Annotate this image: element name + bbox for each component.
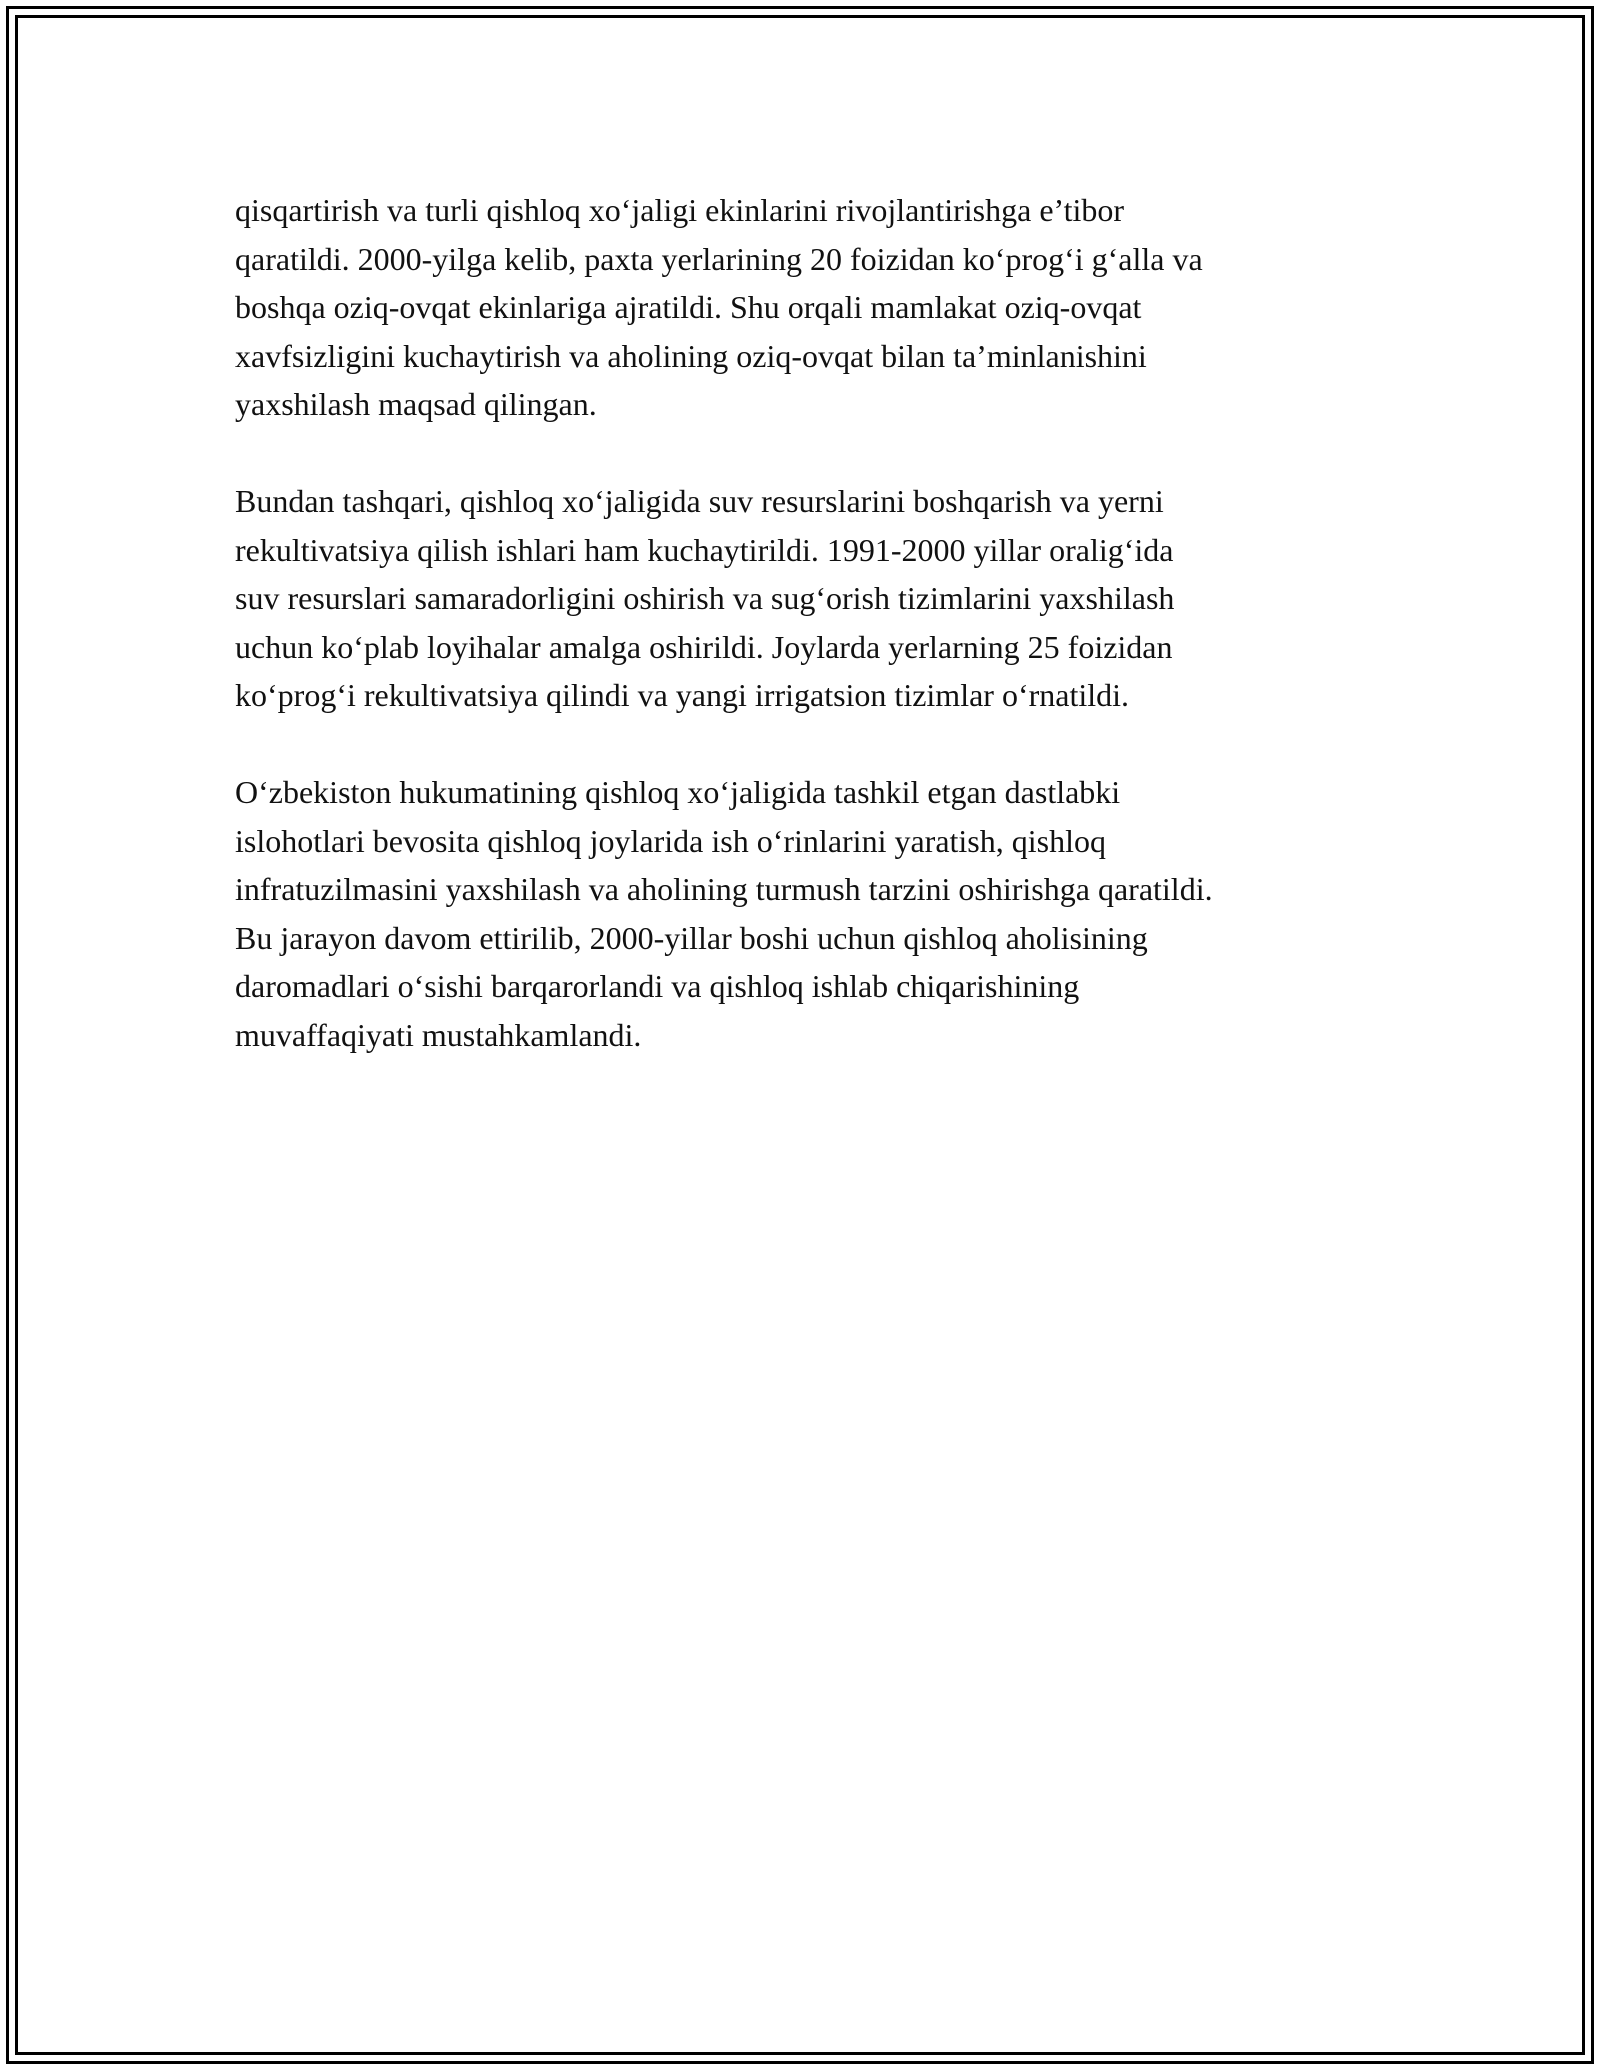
document-body [235,186,1375,1108]
paragraph-2 [235,477,1375,720]
text-line: yaxshilash maqsad qilingan. [235,386,597,422]
text-line: islohotlari bevosita qishloq joylarida ish o‘rinlarini yaratish, qishloq [235,822,1106,859]
text-line: muvaffaqiyati mustahkamlandi. [235,1016,642,1053]
text-line: rekultivatsiya qilish ishlari ham kuchaytirildi. 1991-2000 yillar oralig‘ida [235,531,1174,568]
text-line: qaratildi. 2000-yilga kelib, paxta yerlarining 20 foizidan ko‘prog‘i g‘alla va [235,240,1203,277]
paragraph-1 [235,186,1375,429]
text-line: O‘zbekiston hukumatining qishloq xo‘jaligida tashkil etgan dastlabki [235,774,1121,810]
text-line: Bu jarayon davom ettirilib, 2000-yillar boshi uchun qishloq aholisining [235,919,1148,956]
text-line: qisqartirish va turli qishloq xo‘jaligi ekinlarini rivojlantirishga e’tibor [235,192,1125,228]
text-line: infratuzilmasini yaxshilash va aholining turmush tarzini oshirishga qaratildi. [235,871,1213,907]
text-line: Bundan tashqari, qishloq xo‘jaligida suv resurslarini boshqarish va yerni [235,483,1164,519]
text-line: xavfsizligini kuchaytirish va aholining oziq-ovqat bilan ta’minlanishini [235,337,1147,374]
text-line: ko‘prog‘i rekultivatsiya qilindi va yangi irrigatsion tizimlar o‘rnatildi. [235,677,1130,713]
text-line: suv resurslari samaradorligini oshirish va sug‘orish tizimlarini yaxshilash [235,580,1175,616]
text-line: daromadlari o‘sishi barqarorlandi va qishloq ishlab chiqarishining [235,968,1080,1004]
paragraph-3 [235,768,1375,1059]
text-line: boshqa oziq-ovqat ekinlariga ajratildi. Shu orqali mamlakat oziq-ovqat [235,289,1142,325]
text-line: uchun ko‘plab loyihalar amalga oshirildi. Joylarda yerlarning 25 foizidan [235,628,1173,665]
